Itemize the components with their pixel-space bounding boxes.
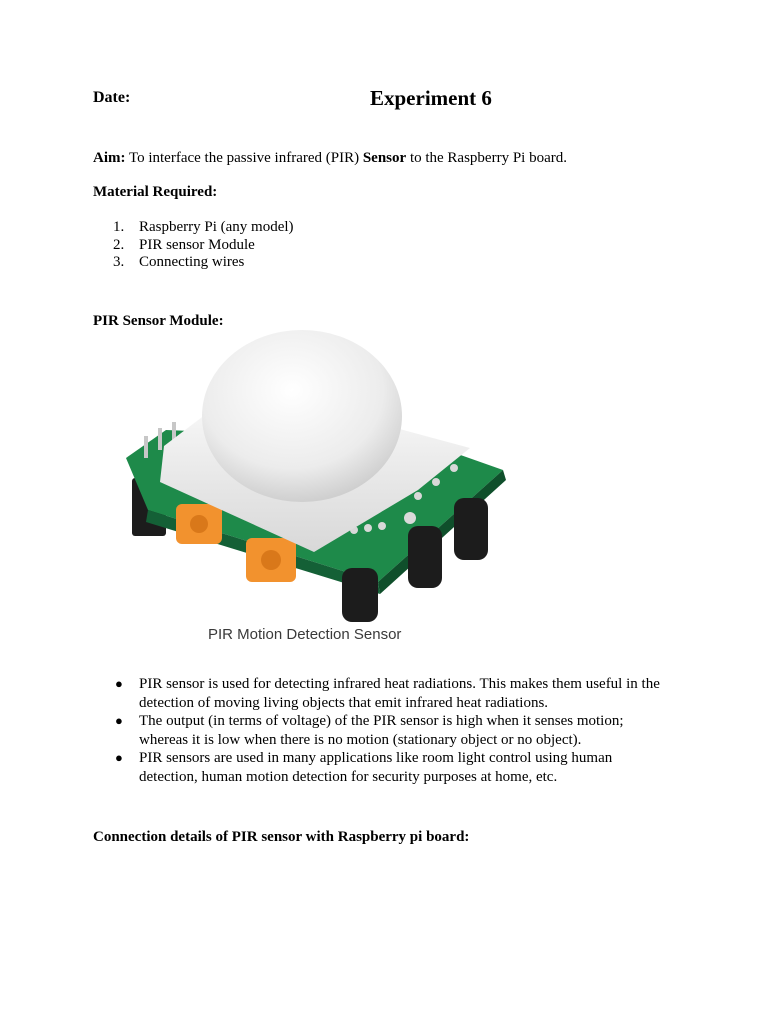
pir-module-heading: PIR Sensor Module: (93, 313, 224, 329)
list-item (113, 254, 294, 272)
materials-heading: Material Required: (93, 184, 218, 200)
capacitor (408, 526, 442, 588)
list-item-number: 3. (113, 254, 125, 270)
solder-pad (414, 492, 422, 500)
capacitor (342, 568, 378, 622)
capacitor (454, 498, 488, 560)
solder-pad (432, 478, 440, 486)
solder-pad (364, 524, 372, 532)
list-item (113, 219, 294, 237)
list-item (113, 237, 294, 255)
connection-heading: Connection details of PIR sensor with Raspberry pi board: (93, 829, 470, 845)
list-item (113, 712, 673, 749)
mount-hole (404, 512, 416, 524)
bullet-icon: ● (115, 713, 123, 728)
list-item (113, 749, 673, 786)
header-pin (144, 436, 148, 458)
potentiometer-knob (190, 515, 208, 533)
page-title: Experiment 6 (370, 86, 492, 110)
solder-pad (378, 522, 386, 530)
bullet-icon: ● (115, 676, 123, 691)
aim-text-after: to the Raspberry Pi board. (406, 150, 567, 166)
bullet-text: The output (in terms of voltage) of the PIR sensor is high when it senses motion; whereas it is low when there is no motion (stationary object or no object). (139, 713, 624, 748)
header-pin (158, 428, 162, 450)
materials-list (113, 219, 294, 272)
bullet-text: PIR sensor is used for detecting infrared heat radiations. This makes them useful in the detection of moving living objects that emit infrared heat radiations. (139, 676, 660, 711)
date-label: Date: (93, 89, 131, 106)
pir-sensor-image (118, 330, 528, 650)
list-item-number: 2. (113, 236, 125, 253)
bullet-icon: ● (115, 750, 123, 765)
list-item-text: Raspberry Pi (any model) (139, 219, 294, 235)
list-item-number: 1. (113, 219, 125, 235)
aim-text-before: To interface the passive infrared (PIR) (125, 150, 363, 166)
figure-caption: PIR Motion Detection Sensor (208, 626, 402, 643)
list-item-text: Connecting wires (139, 254, 245, 270)
potentiometer-knob (261, 550, 281, 570)
solder-pad (450, 464, 458, 472)
bullet-list (113, 675, 673, 786)
aim-line (93, 150, 567, 167)
bullet-text: PIR sensors are used in many applications like room light control using human detection, human motion detection for security purposes at home, etc. (139, 750, 613, 785)
aim-label: Aim: (93, 150, 126, 166)
list-item-text: PIR sensor Module (139, 236, 255, 253)
list-item (113, 675, 673, 712)
fresnel-dome (202, 330, 402, 502)
aim-bold-word: Sensor (362, 150, 407, 166)
